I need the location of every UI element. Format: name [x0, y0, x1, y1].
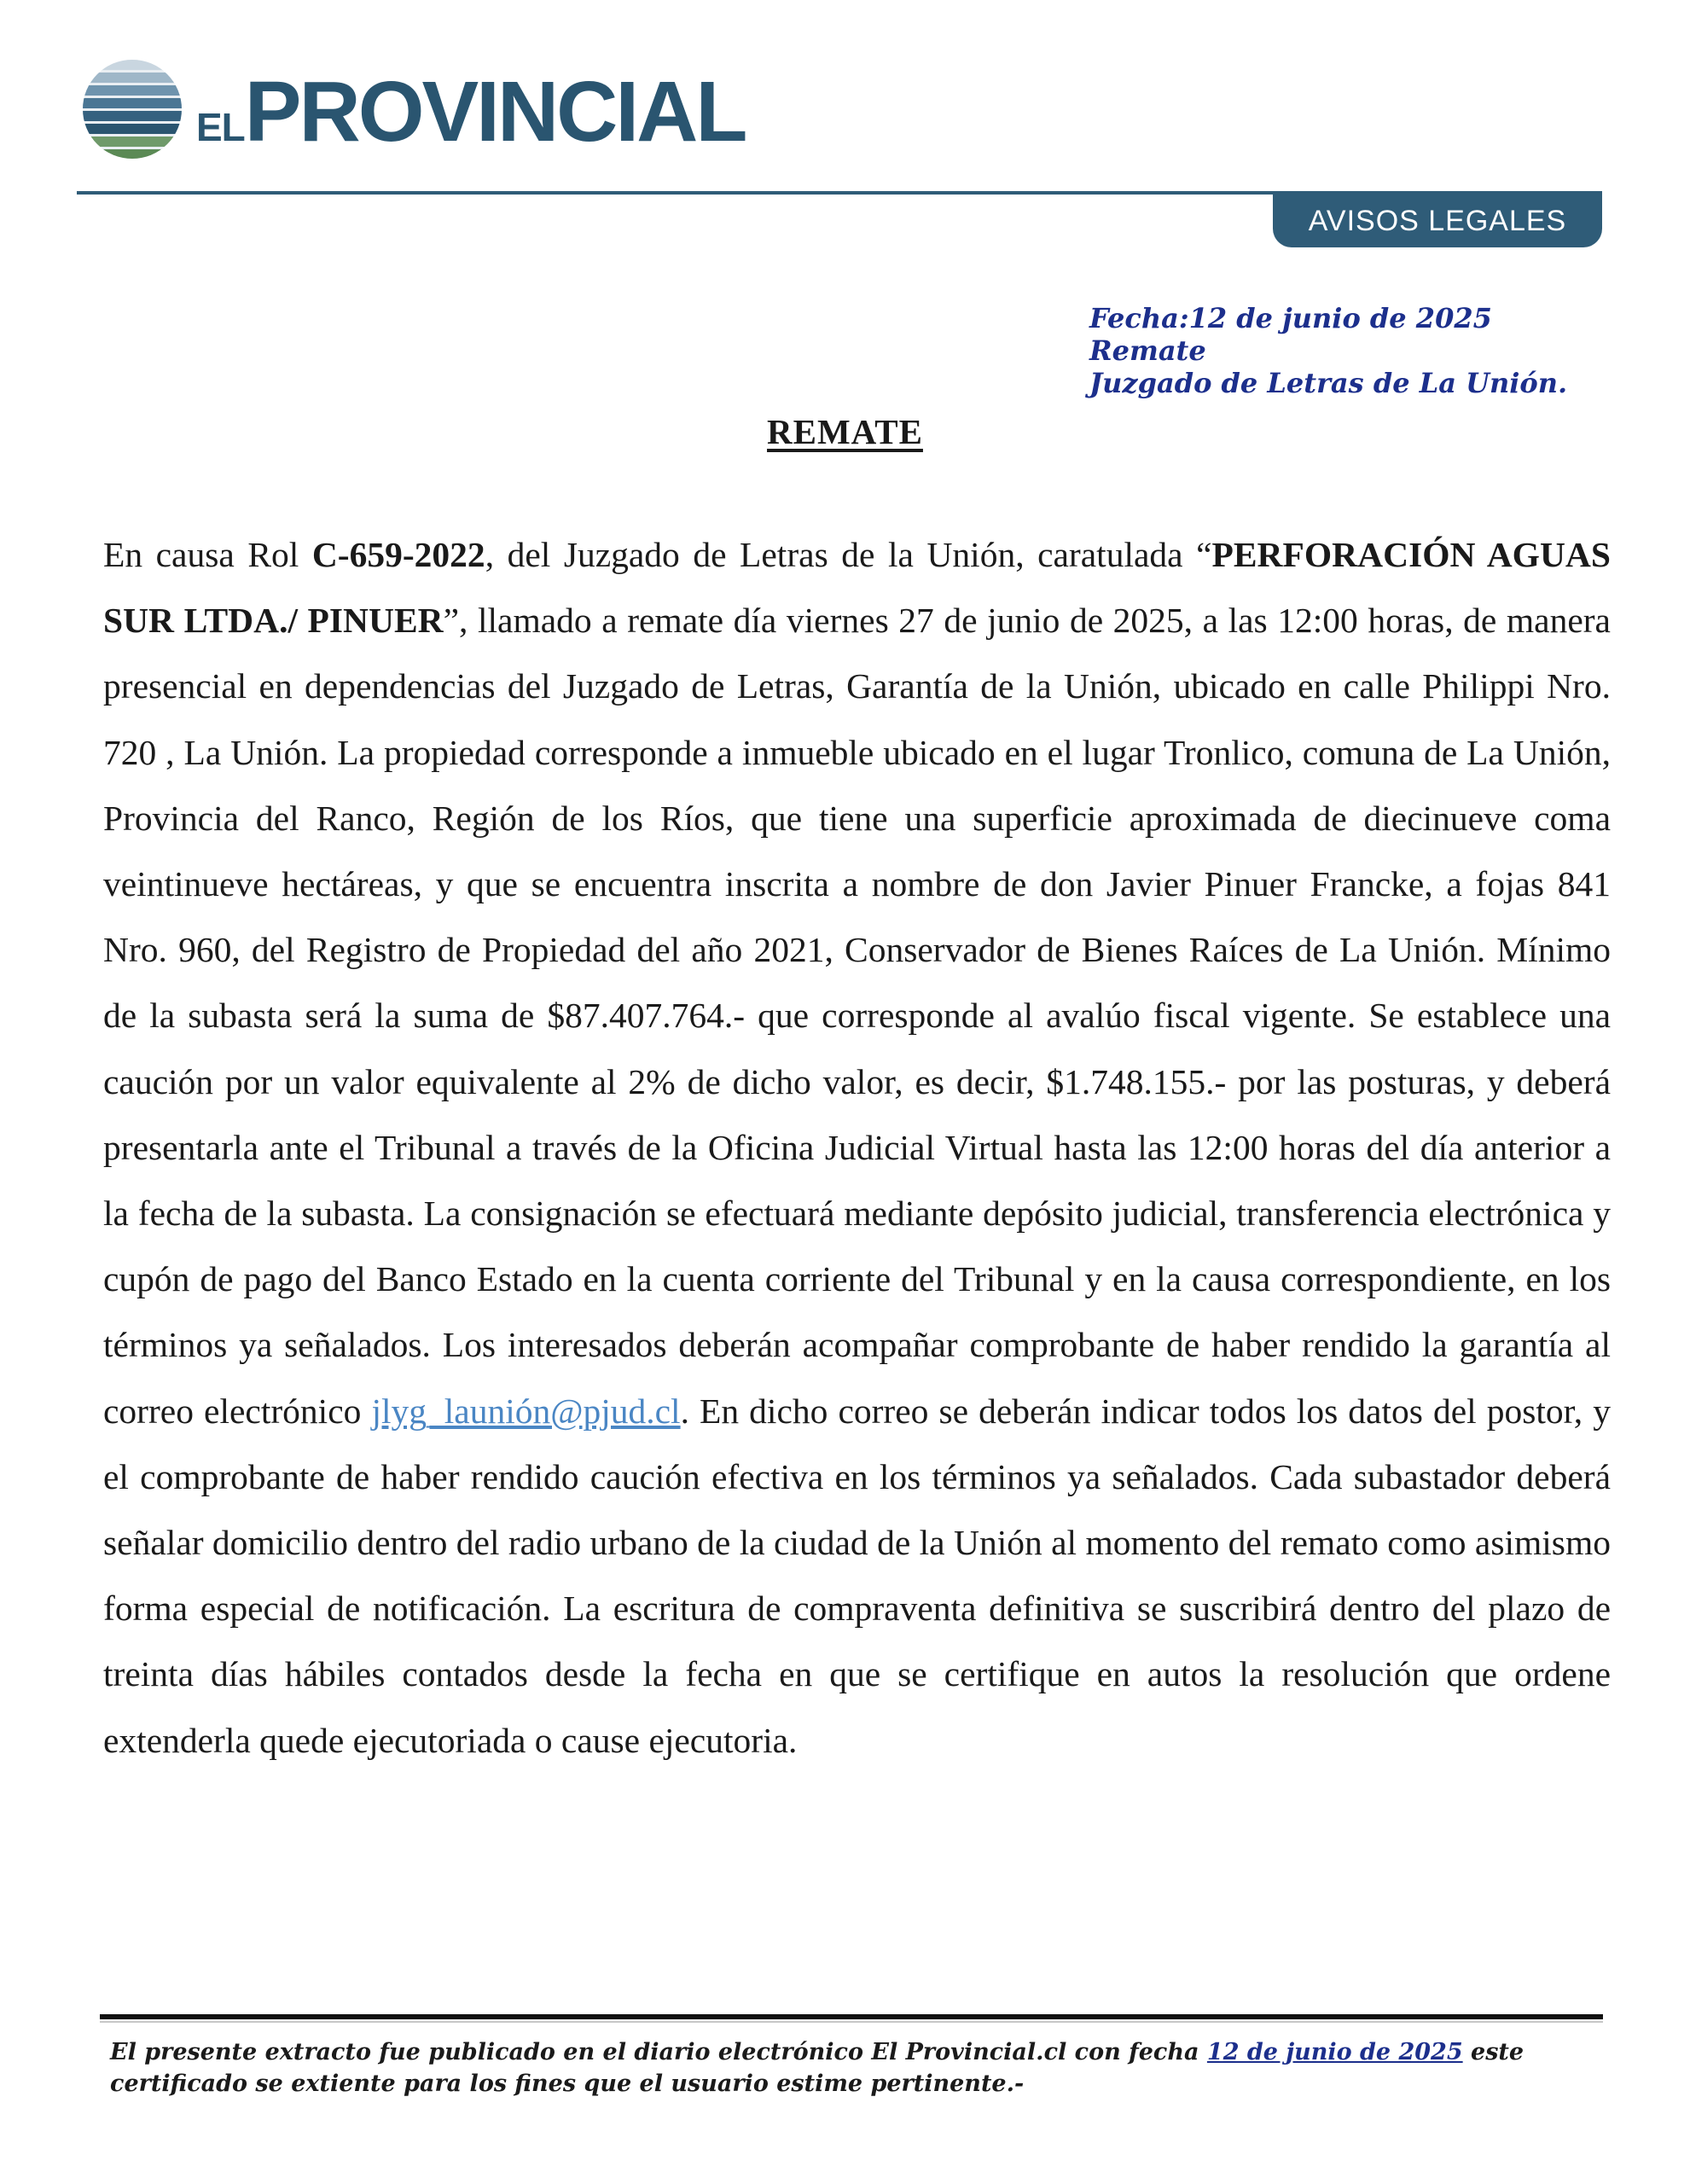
el-provincial-logo	[81, 58, 746, 169]
footer-text-part-2: este certificado se extiente para los fines que el usuario estime pertinente.-	[110, 2039, 1524, 2097]
meta-juzgado: Juzgado de Letras de La Unión.	[1089, 367, 1568, 399]
publication-footer	[110, 2036, 1612, 2100]
body-text-part-1: En causa Rol	[103, 535, 312, 574]
body-text-part-3: ”, llamado a remate día viernes 27 de junio de 2025, a las 12:00 horas, de manera presencial en dependencias del Juzgado de Letras, Garantía de la Unión, ubicado en calle Philippi Nro. 720 , La Unión. La propiedad corresponde a inmueble ubicado en el lugar Tronlico, comuna de La Unión, Provincia del Ranco, Región de los Ríos, que tiene una superficie aproximada de diecinueve coma veintinueve hectáreas, y que se encuentra inscrita a nombre de don Javier Pinuer Francke, a fojas 841 Nro. 960, del Registro de Propiedad del año 2021, Conservador de Bienes Raíces de La Unión. Mínimo de la subasta será la suma de $87.407.764.- que corresponde al avalúo fiscal vigente. Se establece una caución por un valor equivalente al 2% de dicho valor, es decir, $1.748.155.- por las posturas, y deberá presentarla ante el Tribunal a través de la Oficina Judicial Virtual hasta las 12:00 horas del día anterior a la fecha de la subasta. La consignación se efectuará mediante depósito judicial, transferencia electrónica y cupón de pago del Banco Estado en la cuenta corriente del Tribunal y en la causa correspondiente, en los términos ya señalados. Los interesados deberán acompañar comprobante de haber rendido la garantía al correo electrónico	[103, 601, 1611, 1431]
notice-meta	[1089, 302, 1567, 399]
section-banner	[1273, 195, 1602, 247]
case-rol: C-659-2022	[311, 535, 485, 574]
logo-name: PROVINCIAL	[244, 64, 746, 160]
logo-wordmark	[196, 63, 745, 161]
footer-divider	[100, 2014, 1603, 2019]
body-text-part-4: . En dicho correo se deberán indicar todos los datos del postor, y el comprobante de haber rendido caución efectiva en los términos ya señalados. Cada subastador deberá señalar domicilio dentro del radio urbano de la ciudad de la Unión al momento del remato como asimismo forma especial de notificación. La escritura de compraventa definitiva se suscribirá dentro del plazo de treinta días hábiles contados desde la fecha en que se certifique en autos la resolución que ordene extenderla quede ejecutoriada o cause ejecutoria.	[103, 1391, 1611, 1760]
footer-divider-shadow	[100, 2021, 1603, 2023]
email-link[interactable]: jlyg_launión@pjud.cl	[371, 1391, 681, 1431]
footer-text-part-1: El presente extracto fue publicado en el diario electrónico El Provincial.cl con fecha	[110, 2039, 1207, 2065]
body-text-part-2: , del Juzgado de Letras de la Unión, caratulada “	[485, 535, 1212, 574]
meta-tipo: Remate	[1089, 334, 1206, 367]
globe-logo-icon	[81, 58, 183, 160]
case-caratula: PERFORACIÓN AGUAS SUR LTDA./ PINUER	[103, 535, 1611, 641]
document-body	[103, 522, 1611, 1774]
meta-fecha: Fecha:12 de junio de 2025	[1089, 302, 1492, 334]
document-title	[0, 411, 1690, 452]
section-label: AVISOS LEGALES	[1308, 204, 1567, 237]
footer-date: 12 de junio de 2025	[1206, 2039, 1463, 2065]
document-title-text: REMATE	[767, 412, 923, 451]
logo-prefix: EL	[196, 105, 245, 149]
